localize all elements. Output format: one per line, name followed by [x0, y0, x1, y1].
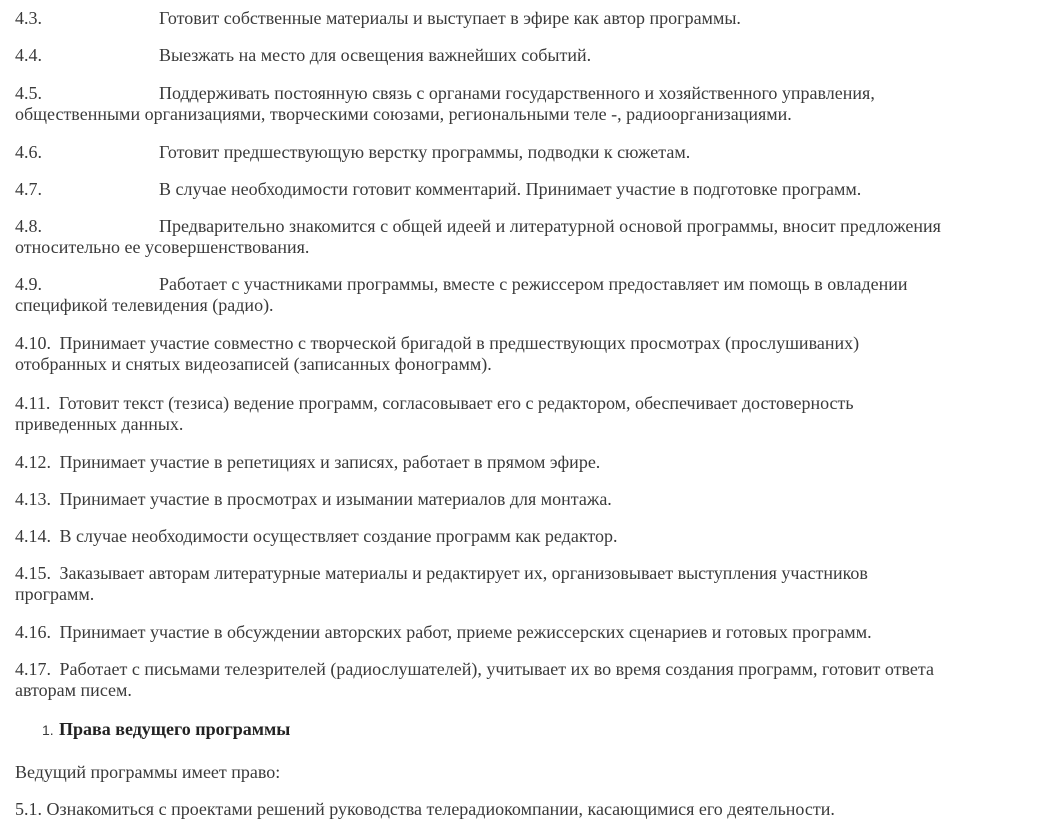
list-item — [15, 8, 1045, 29]
item-text: Принимает участие в просмотрах и изымании материалов для монтажа. — [59, 489, 612, 509]
item-number: 4.11. — [15, 393, 51, 413]
item-number: 4.6. — [15, 142, 42, 162]
item-number: 4.17. — [15, 659, 51, 679]
item-number: 4.4. — [15, 45, 42, 65]
list-item — [15, 393, 1045, 435]
intro-text: Ведущий программы имеет право: — [15, 762, 281, 782]
item-text: Готовит предшествующую верстку программы, подводки к сюжетам. — [159, 142, 691, 162]
item-text: В случае необходимости осуществляет создание программ как редактор. — [59, 526, 618, 546]
item-text: Предварительно знакомится с общей идеей и литературной основой программы, вносит предложения — [159, 216, 941, 236]
list-item — [15, 333, 1045, 375]
item-number: 4.13. — [15, 489, 51, 509]
item-number: 4.14. — [15, 526, 51, 546]
item-text-continued: общественными организациями, творческими союзами, региональными теле -, радиоорганизациями. — [15, 104, 792, 124]
item-text: Готовит текст (тезиса) ведение программ, согласовывает его с редактором, обеспечивает достоверность — [58, 393, 854, 413]
list-item — [15, 563, 1045, 605]
list-item — [15, 179, 1045, 200]
item-text: Поддерживать постоянную связь с органами государственного и хозяйственного управления, — [159, 83, 875, 103]
item-number: 4.10. — [15, 333, 51, 353]
item-text: В случае необходимости готовит комментарий. Принимает участие в подготовке программ. — [159, 179, 862, 199]
item-text-continued: отобранных и снятых видеозаписей (записанных фонограмм). — [15, 354, 492, 374]
item-number: 4.5. — [15, 83, 42, 103]
list-item — [15, 526, 1045, 547]
item-number: 4.7. — [15, 179, 42, 199]
list-item — [15, 83, 1045, 125]
list-item — [15, 622, 1045, 643]
item-text: 5.1. Ознакомиться с проектами решений руководства телерадиокомпании, касающимися его деятельности. — [15, 799, 835, 819]
item-text-continued: относительно ее усовершенствования. — [15, 237, 310, 257]
list-item — [15, 489, 1045, 510]
item-text: Готовит собственные материалы и выступает в эфире как автор программы. — [159, 8, 741, 28]
section-heading: Права ведущего программы — [59, 719, 291, 739]
item-text-continued: спецификой телевидения (радио). — [15, 295, 274, 315]
intro-paragraph — [15, 762, 1045, 783]
list-item — [15, 659, 1045, 701]
item-text: Принимает участие в репетициях и записях, работает в прямом эфире. — [59, 452, 601, 472]
item-number: 4.12. — [15, 452, 51, 472]
item-number: 4.16. — [15, 622, 51, 642]
item-text: Выезжать на место для освещения важнейших событий. — [159, 45, 592, 65]
item-text-continued: программ. — [15, 584, 95, 604]
item-number: 4.9. — [15, 274, 42, 294]
item-text: Работает с участниками программы, вместе с режиссером предоставляет им помощь в овладении — [159, 274, 908, 294]
list-item — [15, 274, 1045, 316]
item-number: 4.3. — [15, 8, 42, 28]
list-item — [15, 799, 1045, 820]
item-number: 4.8. — [15, 216, 42, 236]
list-item — [15, 142, 1045, 163]
section-number: 1. — [42, 722, 54, 738]
list-item — [15, 45, 1045, 66]
item-text: Заказывает авторам литературные материалы и редактирует их, организовывает выступления участников — [59, 563, 868, 583]
item-text: Принимает участие в обсуждении авторских работ, приеме режиссерских сценариев и готовых программ. — [59, 622, 872, 642]
item-text: Работает с письмами телезрителей (радиослушателей), учитывает их во время создания программ, готовит ответа — [59, 659, 934, 679]
item-text-continued: приведенных данных. — [15, 414, 184, 434]
item-text-continued: авторам писем. — [15, 680, 132, 700]
item-text: Принимает участие совместно с творческой бригадой в предшествующих просмотрах (прослушиваних) — [59, 333, 860, 353]
item-number: 4.15. — [15, 563, 51, 583]
list-item — [15, 452, 1045, 473]
list-item — [15, 216, 1045, 258]
